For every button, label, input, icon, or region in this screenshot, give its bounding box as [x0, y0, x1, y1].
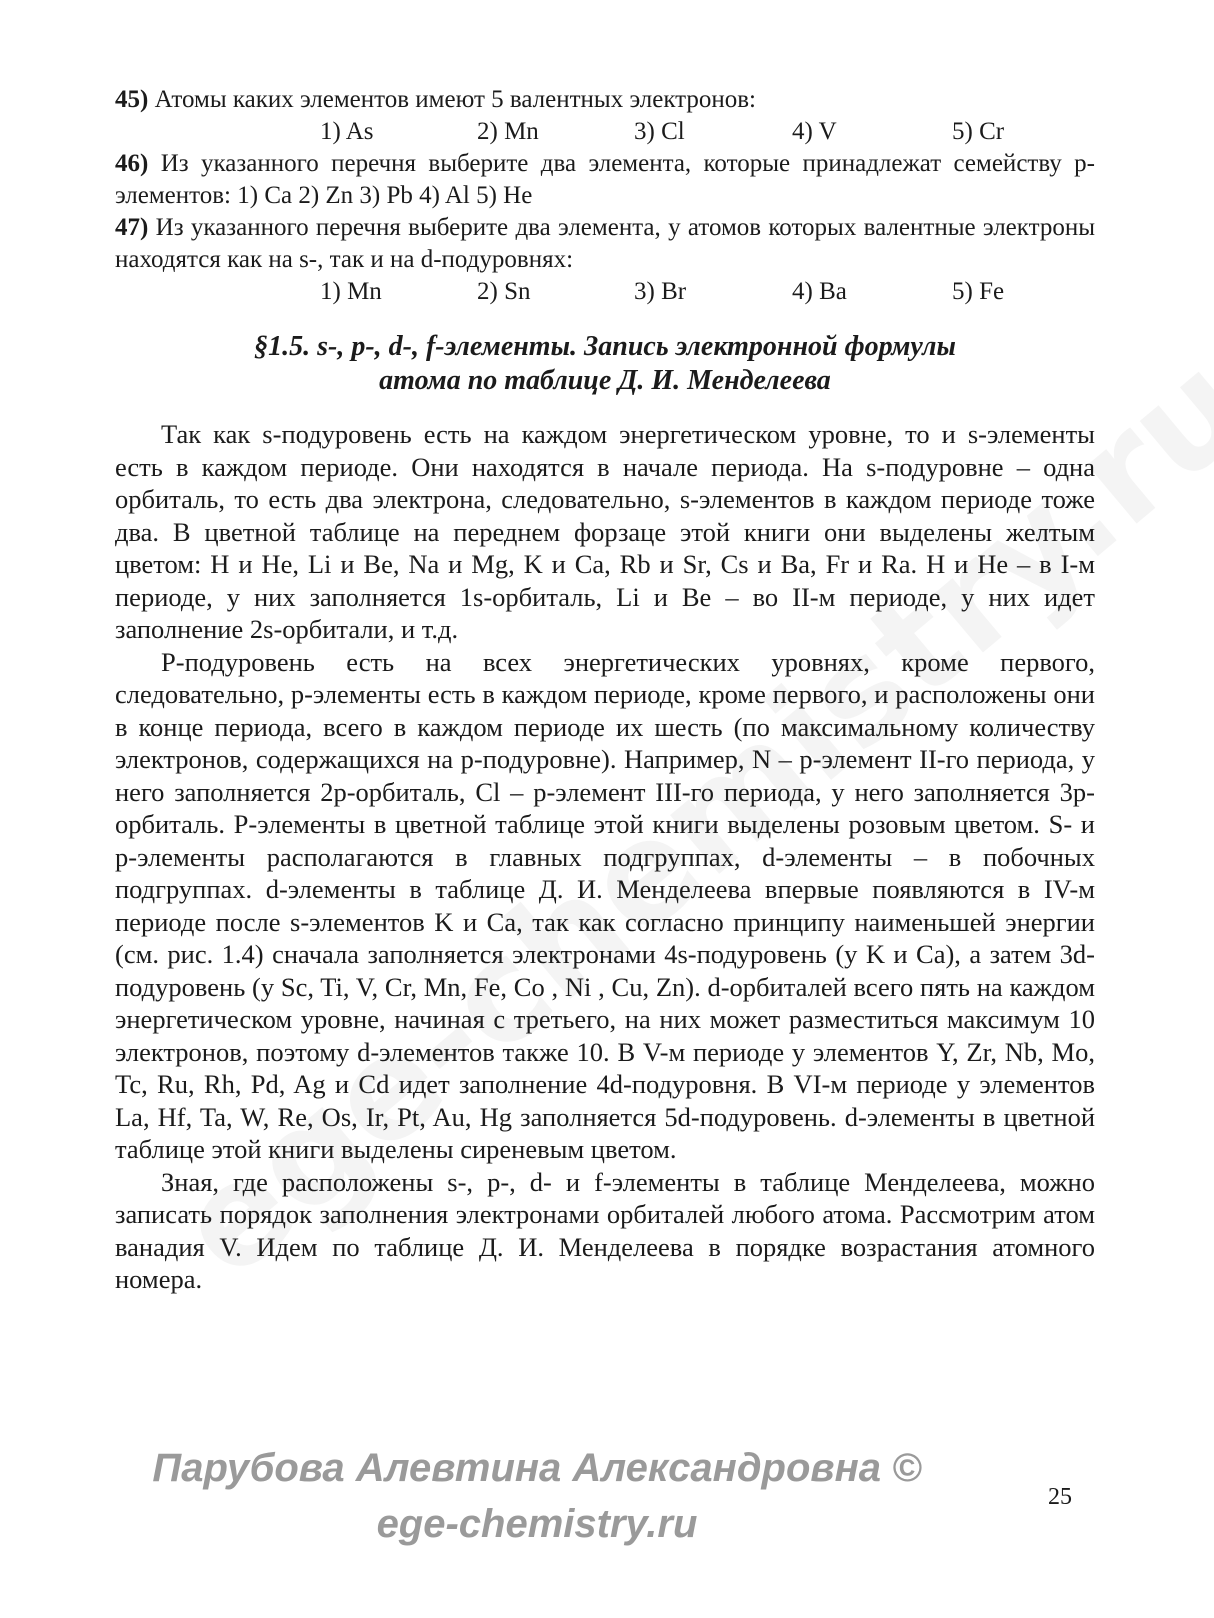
answer-options-45: [115, 116, 1095, 148]
answer-options-47: [115, 276, 1095, 308]
answer-option: 2) Sn: [477, 278, 531, 305]
question-45: [115, 84, 1095, 116]
section-title-line: §1.5. s-, p-, d-, f-элементы. Запись электронной формулы: [254, 331, 956, 362]
question-text: Из указанного перечня выберите два элемента, которые принадлежат семейству p-элементов: 1) Ca 2) Zn 3) Pb 4) Al 5) He: [115, 150, 1095, 209]
answer-option: 4) V: [792, 118, 837, 145]
question-46: [115, 148, 1095, 212]
answer-option: 1) Mn: [320, 278, 382, 305]
paragraph: Так как s-подуровень есть на каждом энергетическом уровне, то и s-элементы есть в каждом периоде. Они находятся в начале периода. На s-подуровне – одна орбиталь, то есть два электрона, следовательно, s-элементов в каждом периоде тоже два. В цветной таблице на переднем форзаце этой книги они выделены желтым цветом: H и He, Li и Be, Na и Mg, K и Ca, Rb и Sr, Cs и Ba, Fr и Ra. H и He – в I-м периоде, у них заполняется 1s-орбиталь, Li и Be – во II-м периоде, у них идет заполнение 2s-орбитали, и т.д.: [115, 419, 1095, 644]
question-text: Из указанного перечня выберите два элемента, у атомов которых валентные электроны находятся как на s-, так и на d-подуровнях:: [115, 214, 1095, 273]
answer-option: 2) Mn: [477, 118, 539, 145]
paragraph: P-подуровень есть на всех энергетических уровнях, кроме первого, следовательно, p-элементы есть в каждом периоде, кроме первого, и расположены они в конце периода, всего в каждом периоде их шесть (по максимальному количеству электронов, содержащихся на p-подуровне). Например, N – p-элемент II-го периода, у него заполняется 2p-орбиталь, Cl – p-элемент III-го периода, у него заполняется 3p-орбиталь. Р-элементы в цветной таблице этой книги выделены розовым цветом. S- и p-элементы располагаются в главных подгруппах, d-элементы – в побочных подгруппах. d-элементы в таблице Д. И. Менделеева впервые появляются в IV-м периоде после s-элементов K и Ca, так как согласно принципу наименьшей энергии (см. рис. 1.4) сначала заполняется электронами 4s-подуровень (у K и Ca), а затем 3d-подуровень (у Sc, Ti, V, Cr, Mn, Fe, Co , Ni , Cu, Zn). d-орбиталей всего пять на каждом энергетическом уровне, начиная с третьего, на них может разместиться максимум 10 электронов, поэтому d-элементов также 10. В V-м периоде у элементов Y, Zr, Nb, Mo, Tc, Ru, Rh, Pd, Ag и Cd идет заполнение 4d-подуровня. В VI-м периоде у элементов La, Hf, Ta, W, Re, Os, Ir, Pt, Au, Hg заполняется 5d-подуровень. d-элементы в цветной таблице этой книги выделены сиреневым цветом.: [115, 646, 1095, 1164]
question-text: Атомы каких элементов имеют 5 валентных электронов:: [148, 86, 756, 113]
question-number: 45): [115, 86, 149, 113]
section-title: [115, 330, 1095, 398]
answer-option: 1) As: [320, 118, 374, 145]
page-content: [115, 84, 1095, 1296]
answer-option: 5) Fe: [952, 278, 1005, 305]
answer-option: 3) Br: [634, 278, 687, 305]
footer-author: Парубова Алевтина Александровна ©: [152, 1446, 922, 1490]
answer-option: 3) Cl: [634, 118, 685, 145]
question-47: [115, 212, 1095, 276]
page-number: 25: [1048, 1484, 1072, 1510]
question-number: 47): [115, 214, 149, 241]
answer-option: 4) Ba: [792, 278, 847, 305]
answer-option: 5) Cr: [952, 118, 1005, 145]
question-number: 46): [115, 150, 149, 177]
section-title-line: атома по таблице Д. И. Менделеева: [379, 365, 831, 396]
paragraph: Зная, где расположены s-, p-, d- и f-элементы в таблице Менделеева, можно записать порядок заполнения электронами орбиталей любого атома. Рассмотрим атом ванадия V. Идем по таблице Д. И. Менделеева в порядке возрастания атомного номера.: [115, 1166, 1095, 1294]
footer-site-link[interactable]: ege-chemistry.ru: [376, 1502, 698, 1546]
